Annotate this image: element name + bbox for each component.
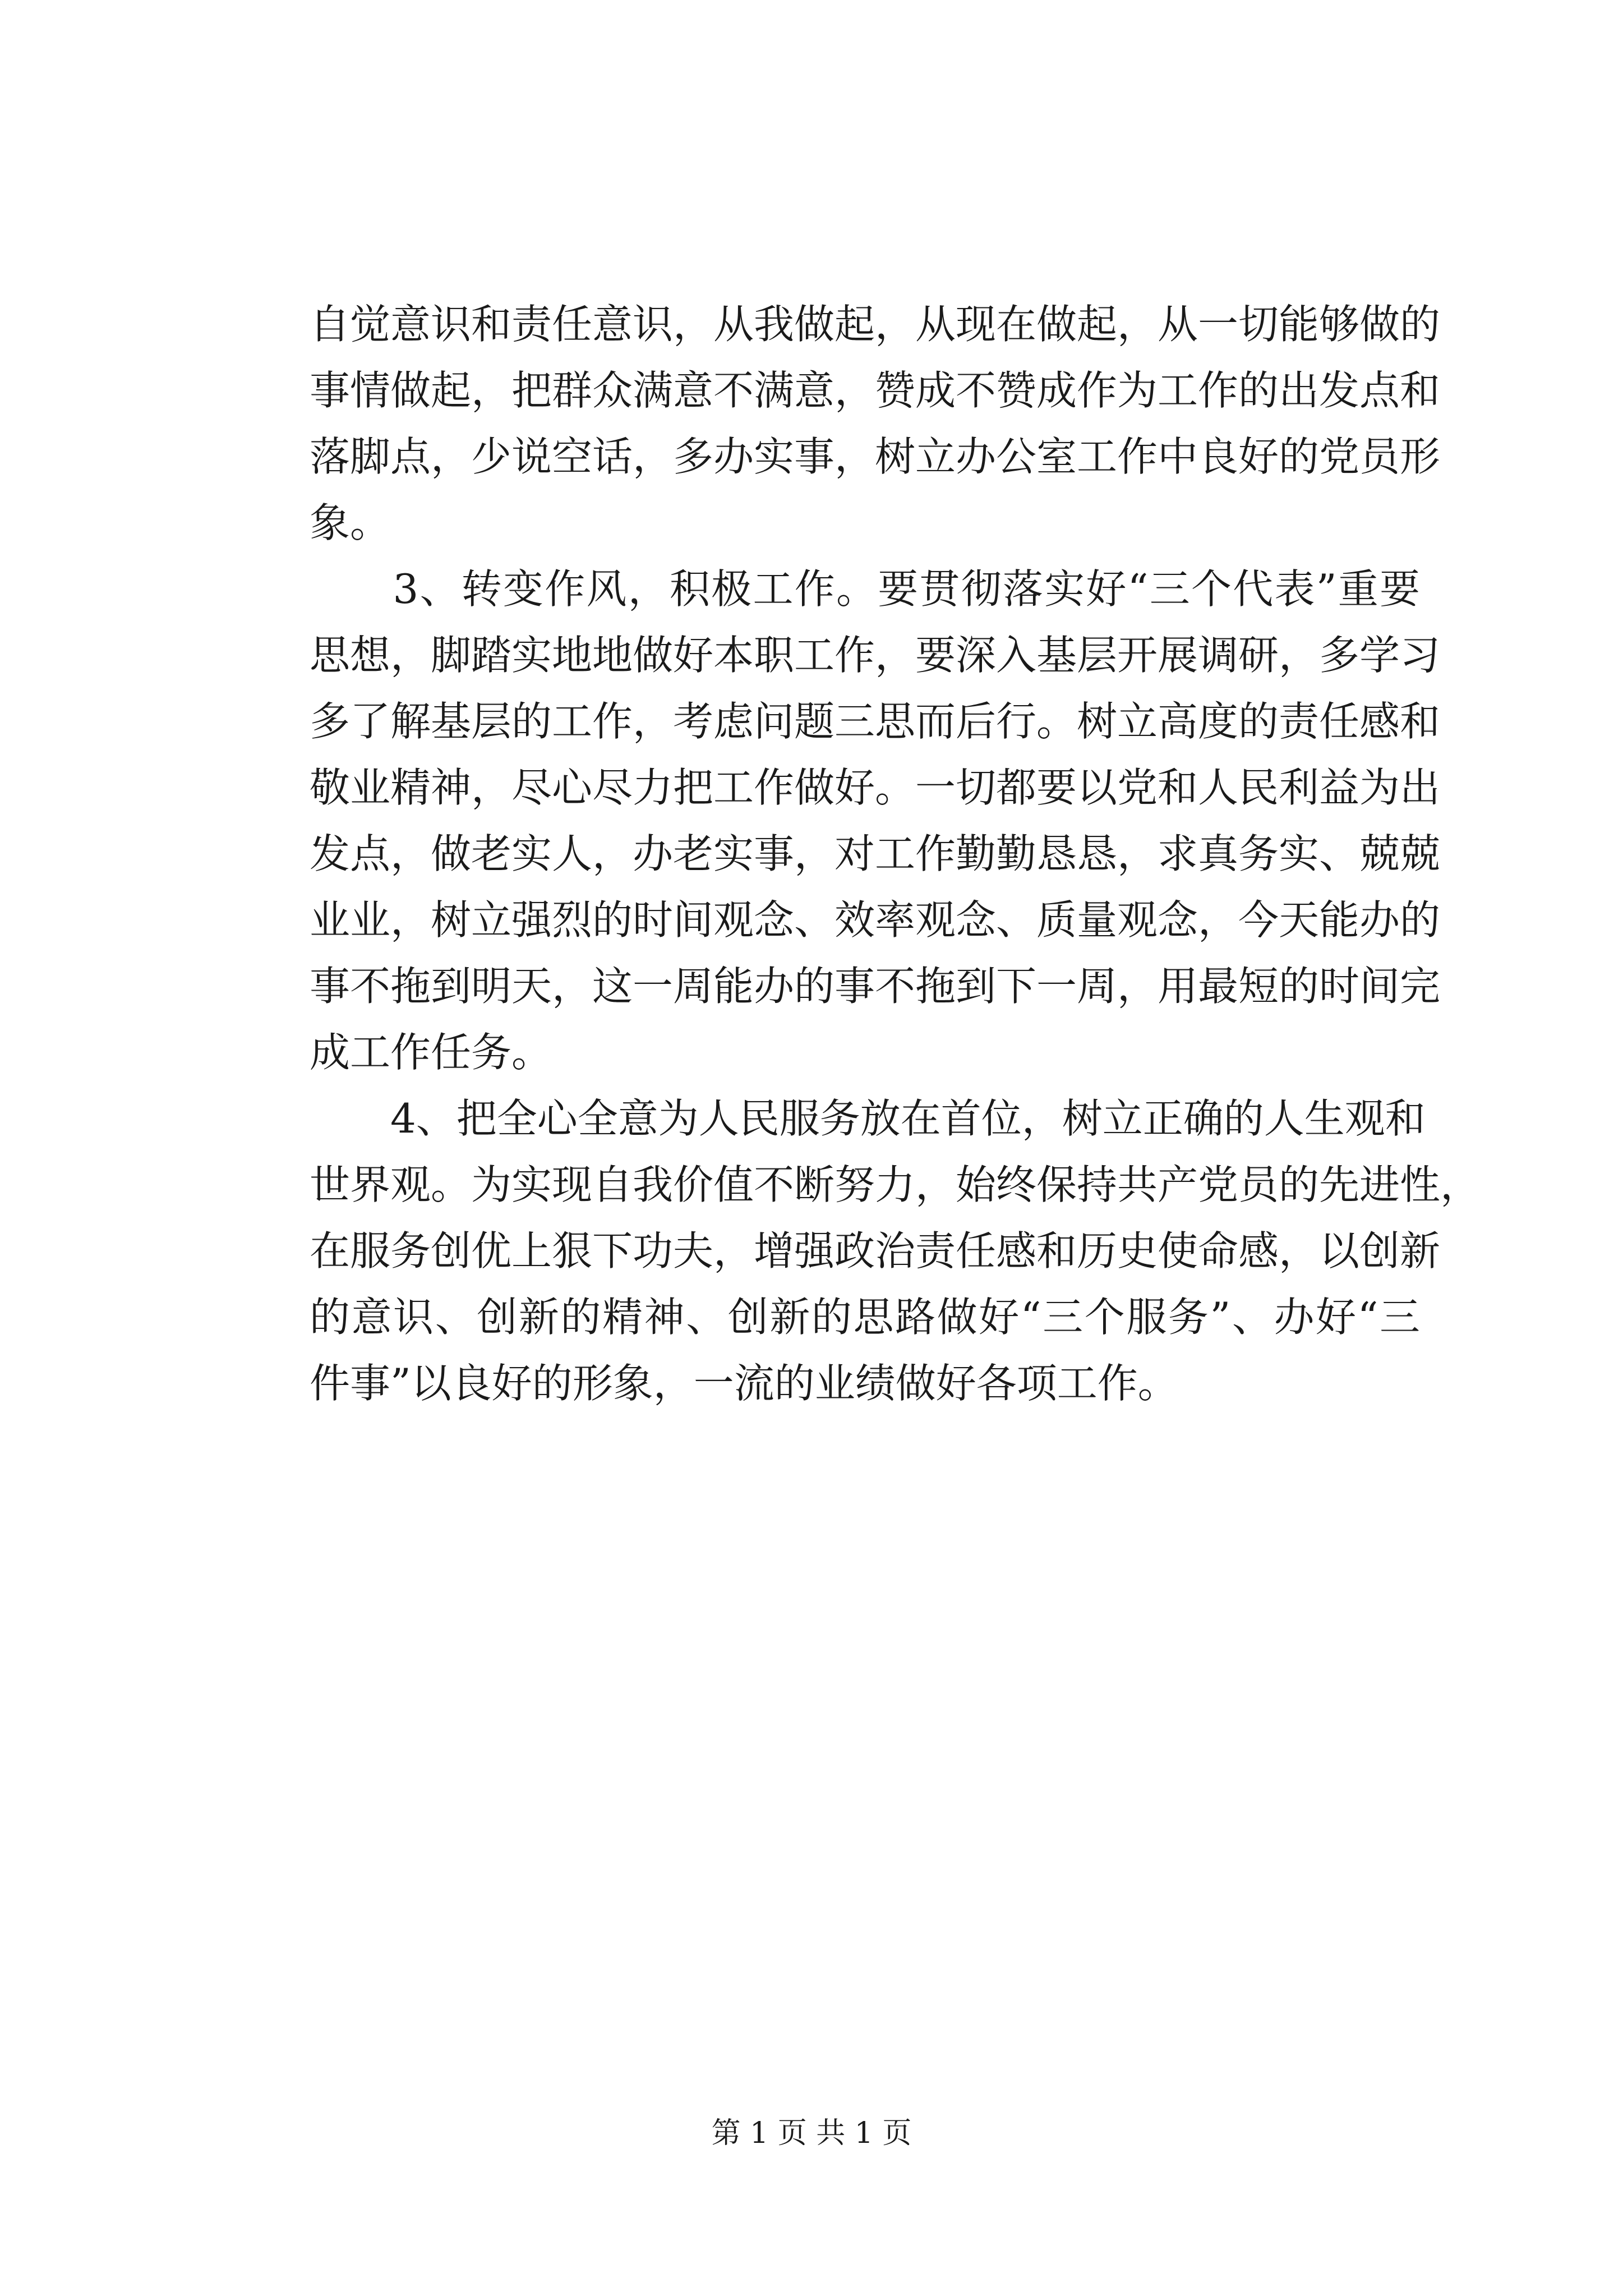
- body-text-line: 业业，树立强烈的时间观念、效率观念、质量观念，今天能办的: [310, 896, 1441, 944]
- body-text-line: 件事”以良好的形象，一流的业绩做好各项工作。: [310, 1360, 1178, 1407]
- body-text-line: 成工作任务。: [310, 1029, 552, 1076]
- body-text-line: 敬业精神，尽心尽力把工作做好。一切都要以党和人民利益为出: [310, 764, 1441, 811]
- body-text-line: 落脚点，少说空话，多办实事，树立办公室工作中良好的党员形: [310, 433, 1441, 480]
- body-text-line: 世界观。为实现自我价值不断努力，始终保持共产党员的先进性，: [310, 1161, 1481, 1208]
- body-text-line: 3、转变作风，积极工作。要贯彻落实好“三个代表”重要: [310, 565, 1420, 613]
- body-text-line: 发点，做老实人，办老实事，对工作勤勤恳恳，求真务实、兢兢: [310, 830, 1441, 877]
- body-text-line: 在服务创优上狠下功夫，增强政治责任感和历史使命感，以创新: [310, 1227, 1441, 1274]
- body-text-line: 自觉意识和责任意识，从我做起，从现在做起，从一切能够做的: [310, 301, 1441, 348]
- body-text-line: 事不拖到明天，这一周能办的事不拖到下一周，用最短的时间完: [310, 963, 1441, 1010]
- body-text-line: 多了解基层的工作，考虑问题三思而后行。树立高度的责任感和: [310, 698, 1441, 745]
- body-text-line: 的意识、创新的精神、创新的思路做好“三个服务”、办好“三: [310, 1294, 1420, 1341]
- body-text-line: 事情做起，把群众满意不满意，赞成不赞成作为工作的出发点和: [310, 367, 1441, 414]
- body-text-line: 4、把全心全意为人民服务放在首位，树立正确的人生观和: [310, 1095, 1426, 1142]
- body-text-line: 象。: [310, 499, 391, 546]
- page-footer: 第 1 页 共 1 页: [711, 2116, 912, 2150]
- body-text-line: 思想，脚踏实地地做好本职工作，要深入基层开展调研，多学习: [310, 632, 1441, 679]
